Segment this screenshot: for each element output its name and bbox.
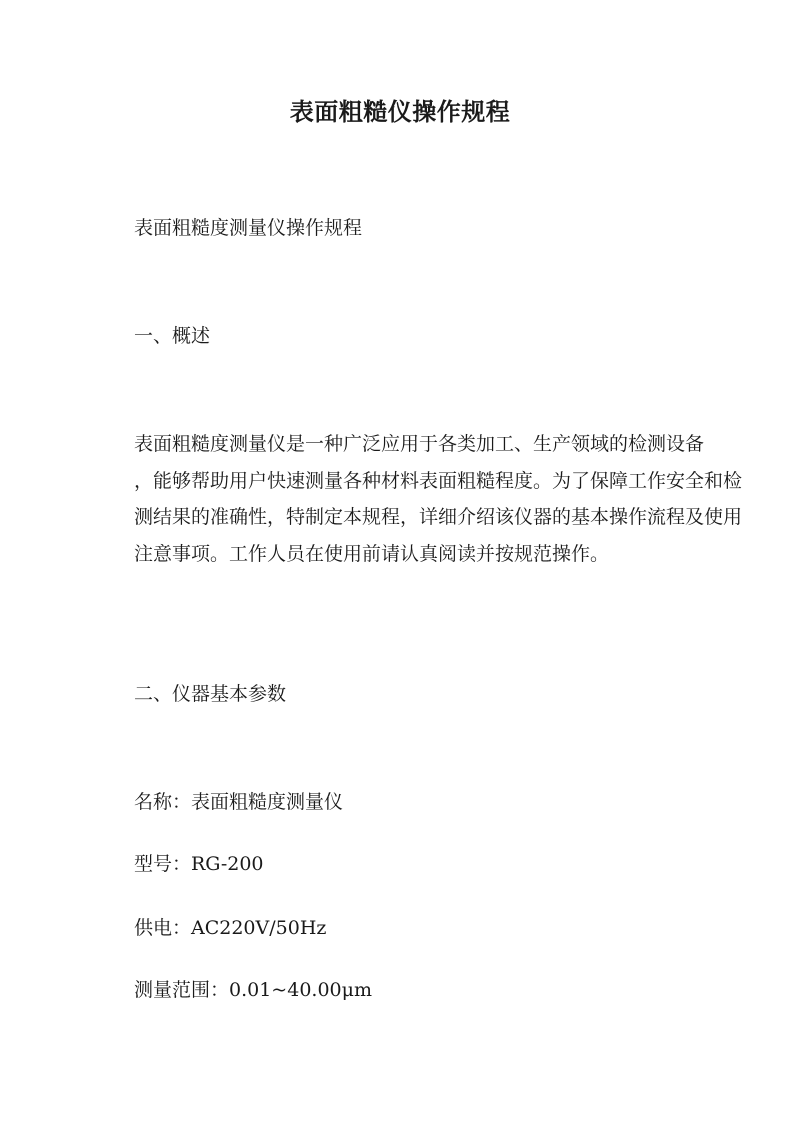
param-power: 供电：AC220V/50Hz [134, 917, 327, 939]
paragraph-line: 测结果的准确性，特制定本规程，详细介绍该仪器的基本操作流程及使用 [134, 506, 743, 528]
section-heading-overview: 一、概述 [134, 325, 211, 347]
overview-paragraph [134, 426, 743, 572]
param-model: 型号：RG-200 [134, 853, 264, 875]
param-range: 测量范围：0.01~40.00μm [134, 979, 372, 1001]
document-subtitle: 表面粗糙度测量仪操作规程 [134, 217, 363, 239]
paragraph-line: 表面粗糙度测量仪是一种广泛应用于各类加工、生产领域的检测设备 [134, 433, 705, 455]
section-heading-parameters: 二、仪器基本参数 [134, 683, 287, 705]
paragraph-line: ，能够帮助用户快速测量各种材料表面粗糙程度。为了保障工作安全和检 [134, 469, 743, 492]
paragraph-line: 注意事项。工作人员在使用前请认真阅读并按规范操作。 [134, 542, 610, 565]
param-name: 名称：表面粗糙度测量仪 [134, 791, 344, 813]
document-title: 表面粗糙仪操作规程 [289, 97, 511, 126]
